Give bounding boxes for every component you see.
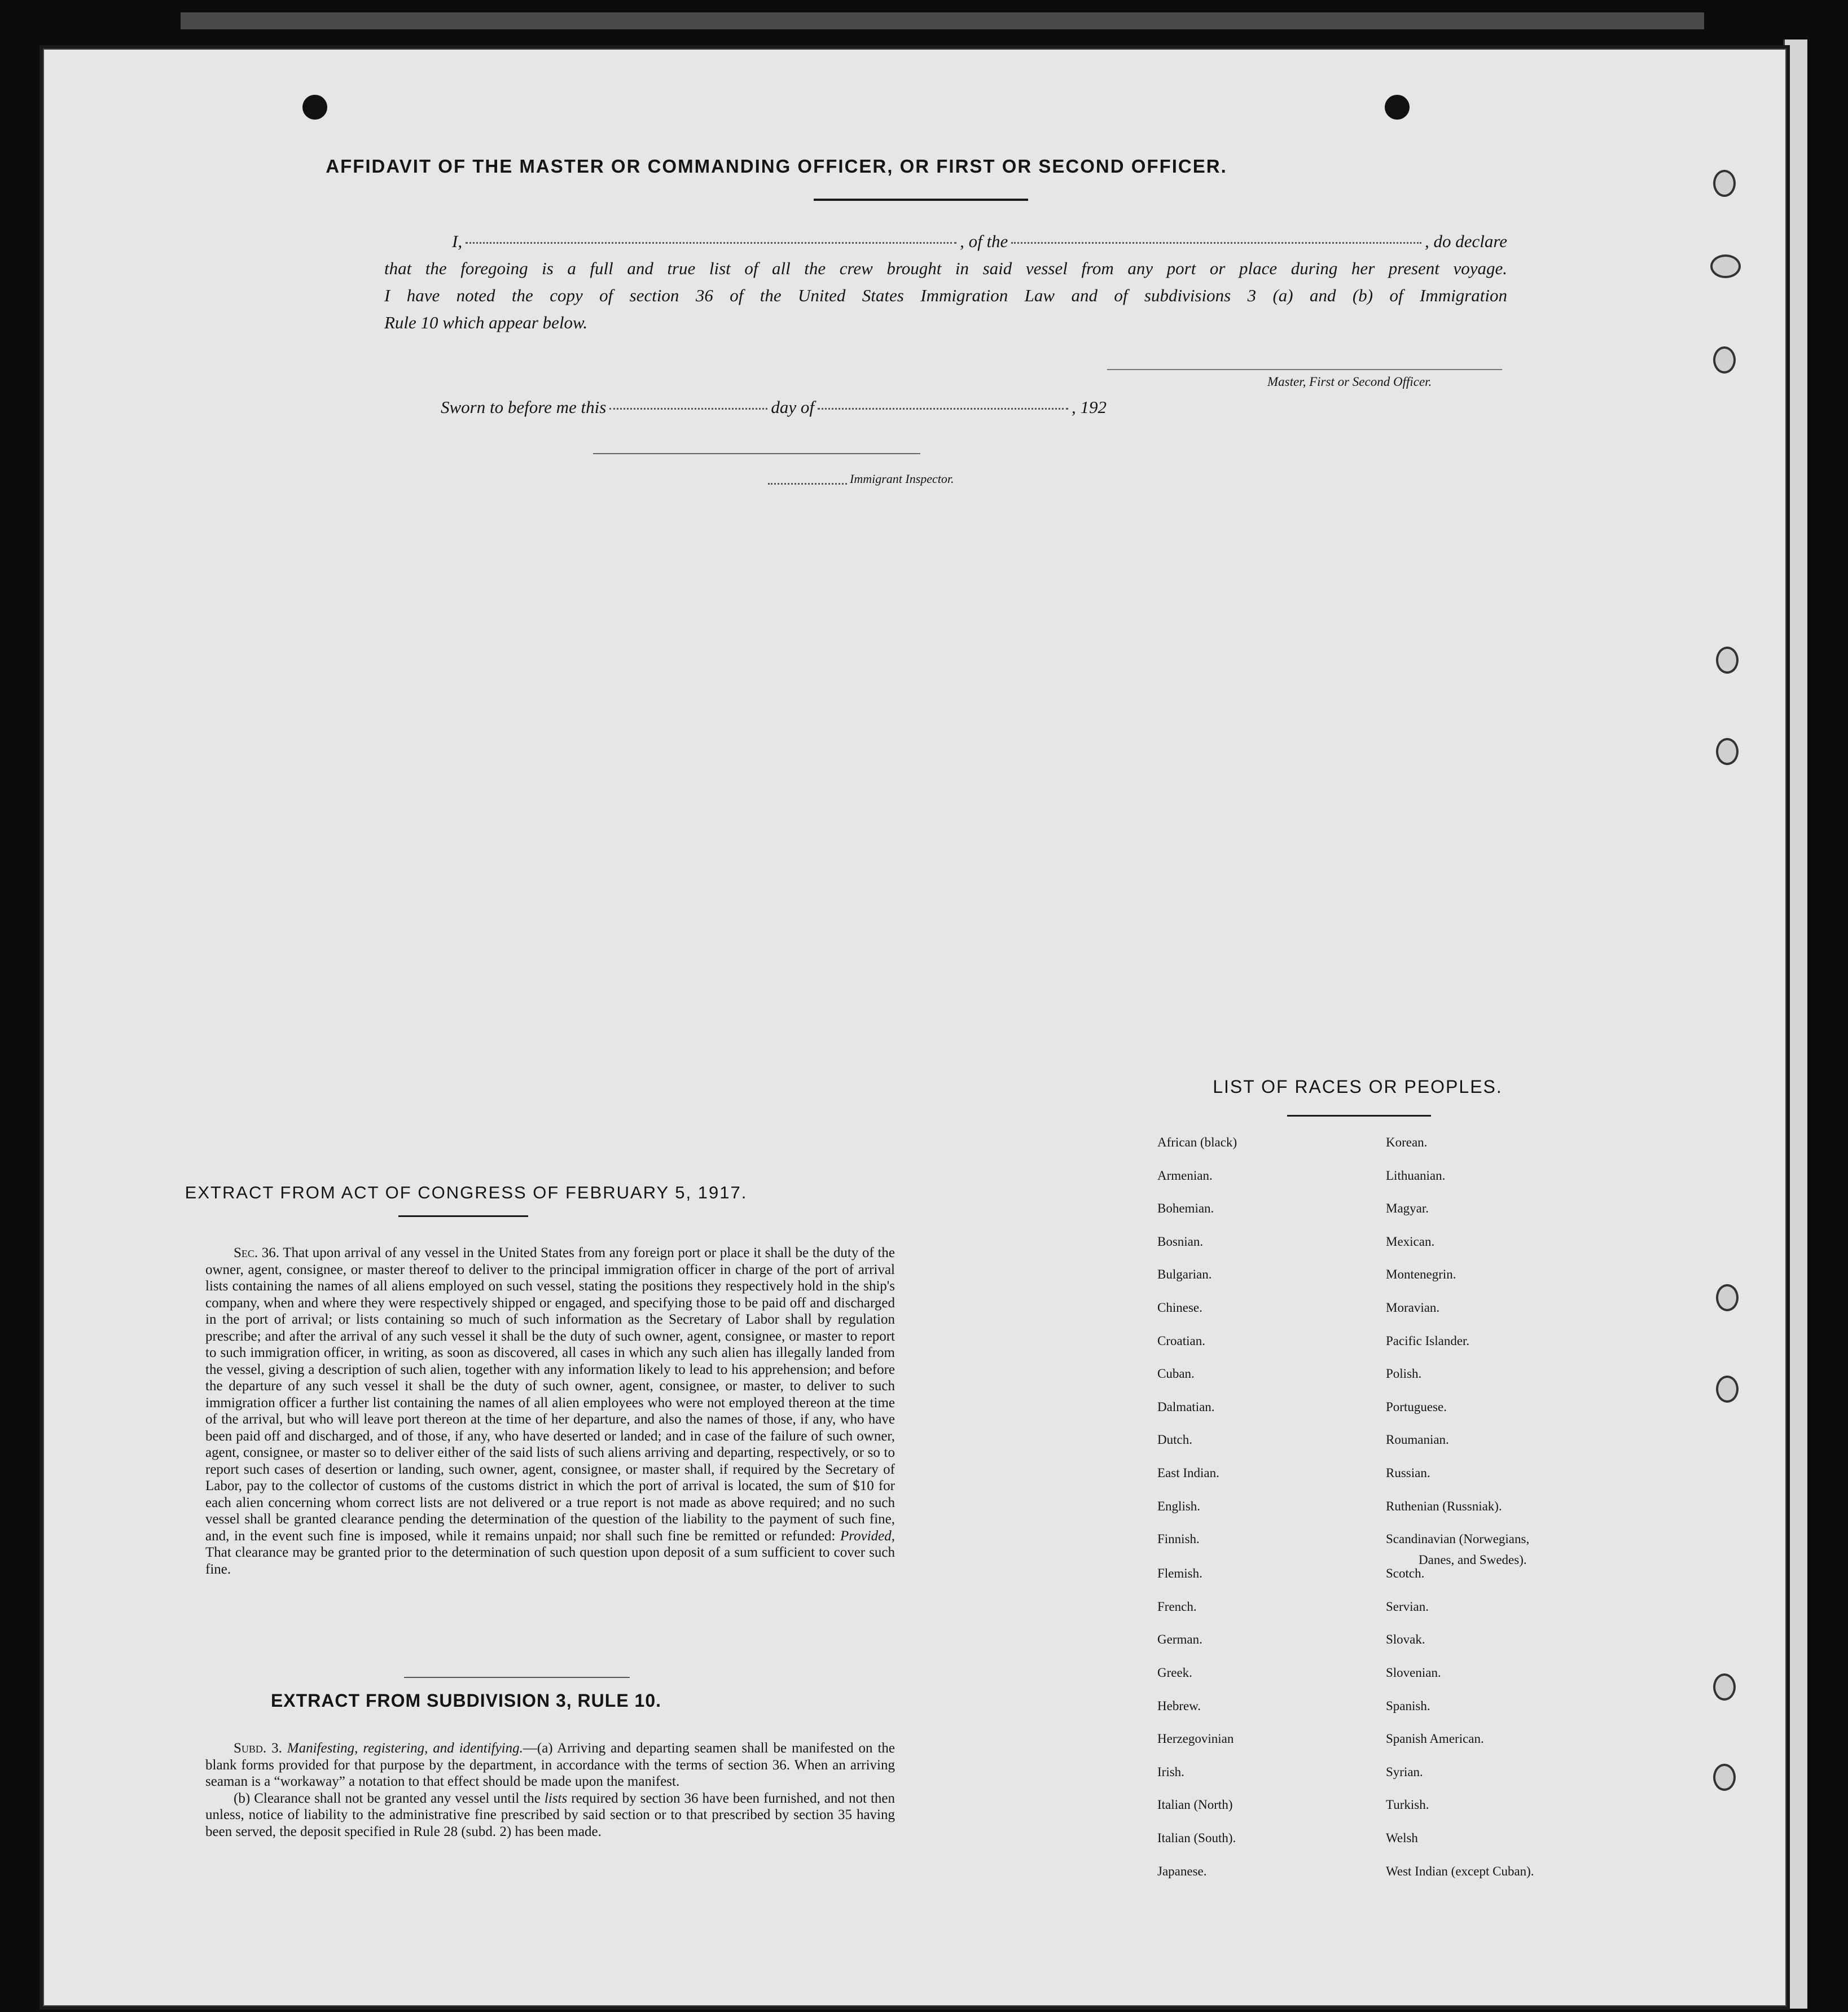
declaration-line bbox=[384, 228, 1507, 255]
race-item: Japanese. bbox=[1157, 1864, 1207, 1878]
affidavit-body bbox=[384, 228, 1507, 336]
race-item: Syrian. bbox=[1386, 1764, 1423, 1779]
proviso-word: Provided, bbox=[840, 1528, 895, 1544]
race-item: Dutch. bbox=[1157, 1433, 1192, 1447]
race-item: Slovenian. bbox=[1386, 1666, 1441, 1680]
race-item: Italian (North) bbox=[1157, 1798, 1233, 1812]
year-label: , 192 bbox=[1072, 397, 1107, 417]
race-item: Greek. bbox=[1157, 1666, 1192, 1680]
document-sheet bbox=[39, 45, 1790, 2010]
race-item: Bulgarian. bbox=[1157, 1267, 1212, 1282]
race-item: Slovak. bbox=[1386, 1632, 1425, 1647]
race-item: Irish. bbox=[1157, 1764, 1184, 1779]
binder-ring bbox=[1713, 1764, 1736, 1791]
section-divider bbox=[404, 1677, 630, 1678]
declare-label: , do declare bbox=[1424, 231, 1507, 251]
declarant-label: I, bbox=[452, 231, 463, 251]
race-item: Cuban. bbox=[1157, 1367, 1195, 1381]
act-section-36 bbox=[205, 1245, 895, 1578]
binder-ring bbox=[1716, 1284, 1739, 1311]
race-item: Mexican. bbox=[1386, 1234, 1435, 1249]
race-item: Portuguese. bbox=[1386, 1399, 1447, 1414]
subd-label: Subd. 3. bbox=[234, 1741, 282, 1756]
para-a-text: —(a) Arriving and departing seamen shall be manifested on the blank forms provided for that purpose by the department, in accordance with the terms of section 36. When an arriving seaman is a “workaway” a notation to that effect should be made upon the manifest. bbox=[205, 1741, 896, 1789]
para-b-start: (b) Clearance shall not be granted any vessel until the bbox=[234, 1790, 541, 1806]
binder-ring bbox=[1713, 170, 1736, 197]
race-item: Herzegovinian bbox=[1157, 1732, 1234, 1746]
race-item: Scotch. bbox=[1386, 1566, 1425, 1581]
race-item: Dalmatian. bbox=[1157, 1399, 1215, 1414]
race-item: Armenian. bbox=[1157, 1168, 1213, 1183]
race-item: Korean. bbox=[1386, 1135, 1428, 1149]
races-title-underline bbox=[1287, 1115, 1431, 1117]
race-item: African (black) bbox=[1157, 1135, 1237, 1149]
race-item: Polish. bbox=[1386, 1367, 1422, 1381]
race-item: Lithuanian. bbox=[1386, 1168, 1446, 1183]
vessel-name-blank bbox=[1011, 242, 1421, 244]
race-item: Pacific Islander. bbox=[1386, 1333, 1470, 1348]
race-item: Moravian. bbox=[1386, 1301, 1440, 1315]
act-title-underline bbox=[398, 1215, 528, 1217]
title-underline bbox=[814, 199, 1028, 201]
race-item: East Indian. bbox=[1157, 1466, 1219, 1480]
race-item: Servian. bbox=[1386, 1599, 1429, 1614]
inspector-signature-line bbox=[593, 453, 920, 454]
race-item: Welsh bbox=[1386, 1831, 1418, 1845]
inspector-label: Immigrant Inspector. bbox=[850, 472, 954, 486]
act-title: EXTRACT FROM ACT OF CONGRESS OF FEBRUARY 5, 1917. bbox=[185, 1183, 748, 1202]
para-b-end: required by section 36 have been furnished, and not then unless, notice of liability to the administrative fine prescribed by said section or to that prescribed by section 35 having been served, the deposit specified in Rule 28 (subd. 2) has been made. bbox=[205, 1790, 896, 1839]
signature-line bbox=[1107, 369, 1502, 370]
race-item: Turkish. bbox=[1386, 1798, 1429, 1812]
race-item: Montenegrin. bbox=[1386, 1267, 1456, 1282]
binder-ring bbox=[1713, 1673, 1736, 1701]
race-item: Flemish. bbox=[1157, 1566, 1202, 1581]
para-b-word: lists bbox=[544, 1790, 568, 1806]
race-item: Bosnian. bbox=[1157, 1234, 1204, 1249]
race-item: Magyar. bbox=[1386, 1201, 1429, 1216]
race-item: Finnish. bbox=[1157, 1532, 1200, 1547]
races-title: LIST OF RACES OR PEOPLES. bbox=[1213, 1077, 1503, 1097]
vessel-label: , of the bbox=[960, 231, 1008, 251]
race-item: Spanish American. bbox=[1386, 1732, 1484, 1746]
binder-ring bbox=[1716, 647, 1739, 674]
race-item: Chinese. bbox=[1157, 1301, 1202, 1315]
race-item: Russian. bbox=[1386, 1466, 1430, 1480]
race-item: German. bbox=[1157, 1632, 1202, 1647]
sworn-line bbox=[441, 397, 1107, 418]
race-item: Italian (South). bbox=[1157, 1831, 1236, 1845]
section-label: Sec. 36. bbox=[234, 1245, 280, 1260]
binder-ring bbox=[1710, 254, 1741, 278]
race-item: Roumanian. bbox=[1386, 1433, 1449, 1447]
race-item: Bohemian. bbox=[1157, 1201, 1214, 1216]
binder-ring bbox=[1716, 738, 1739, 765]
rule-title: EXTRACT FROM SUBDIVISION 3, RULE 10. bbox=[270, 1690, 662, 1711]
race-item: French. bbox=[1157, 1599, 1197, 1614]
race-item: Scandinavian (Norwegians, bbox=[1386, 1532, 1530, 1547]
declaration-text-3: I have noted the copy of section 36 of the United States Immigration Law and of subdivisions 3 (a) and (b) of Immigration bbox=[384, 285, 1507, 305]
section-text: That upon arrival of any vessel in the United States from any foreign port or place it shall be the duty of the owner, agent, consignee, or master thereof to deliver to the principal immigration officer in charge of the port of arrival lists containing the names of all aliens employed on such vessel, stating the positions they respectively hold in the ship's company, when and where they were respectively shipped or engaged, and specifying those to be paid off and discharged in the port of arrival; or lists containing so much of such information as the Secretary of Labor shall by regulation prescribe; and after the arrival of any such vessel it shall be the duty of such owner, agent, consignee, or master to report to such immigration officer, in writing, as soon as discovered, all cases in which any such alien has illegally landed from the vessel, giving a description of such alien, together with any information likely to lead to his apprehension; and before the departure of any such vessel it shall be the duty of such owner, agent, consignee, or master, to deliver to such immigration officer a further list containing the names of all alien employees who were not employed thereon at the time of the arrival, but who will leave port thereon at the time of her departure, and also the names of those, if any, who have been paid off and discharged, and of those, if any, who have deserted or landed; and in case of the failure of such owner, agent, consignee, or master so to deliver either of the said lists of such aliens arriving and departing, respectively, or so to report such cases of desertion or landing, such owner, agent, consignee, or master shall, if required by the Secretary of Labor, pay to the collector of customs of the customs district in which the port of arrival is located, the sum of $10 for each alien concerning whom correct lists are not delivered or a true report is not made as above required; and no such vessel shall be granted clearance pending the determination of the question of the liability to the payment of such fine, and, in the event such fine is imposed, while it remains unpaid; nor shall such fine be remitted or refunded: bbox=[205, 1245, 896, 1544]
rule-para-a bbox=[205, 1740, 895, 1790]
binder-ring bbox=[1716, 1376, 1739, 1403]
top-edge-strip bbox=[181, 12, 1704, 29]
declarant-name-blank bbox=[466, 242, 956, 244]
binder-hole-right bbox=[1385, 95, 1410, 120]
inspector-dotted-line bbox=[768, 483, 847, 485]
proviso-text: That clearance may be granted prior to the determination of such question upon deposit of a sum sufficient to cover such fine. bbox=[205, 1545, 895, 1577]
race-item: English. bbox=[1157, 1499, 1201, 1513]
rule-para-b bbox=[205, 1790, 895, 1840]
race-item: Hebrew. bbox=[1157, 1698, 1201, 1713]
day-of-label: day of bbox=[771, 397, 814, 417]
race-item: West Indian (except Cuban). bbox=[1386, 1864, 1534, 1878]
race-item: Croatian. bbox=[1157, 1333, 1205, 1348]
race-item-continuation: Danes, and Swedes). bbox=[1419, 1553, 1527, 1567]
binder-hole-left bbox=[302, 95, 327, 120]
binder-ring bbox=[1713, 346, 1736, 374]
declaration-text-2: that the foregoing is a full and true list of all the crew brought in said vessel from any port or place during her present voyage. bbox=[384, 258, 1507, 278]
subd-heading: Manifesting, registering, and identifying. bbox=[287, 1741, 523, 1756]
affidavit-title: AFFIDAVIT OF THE MASTER OR COMMANDING OFFICER, OR FIRST OR SECOND OFFICER. bbox=[326, 156, 1227, 177]
sworn-day-blank bbox=[609, 408, 767, 410]
rule-subdivision-3 bbox=[205, 1740, 895, 1840]
sworn-month-blank bbox=[818, 408, 1068, 410]
race-item: Spanish. bbox=[1386, 1698, 1430, 1713]
signature-label: Master, First or Second Officer. bbox=[1267, 375, 1432, 389]
race-item: Ruthenian (Russniak). bbox=[1386, 1499, 1502, 1513]
sworn-label: Sworn to before me this bbox=[441, 397, 607, 417]
declaration-text-4: Rule 10 which appear below. bbox=[384, 313, 588, 332]
